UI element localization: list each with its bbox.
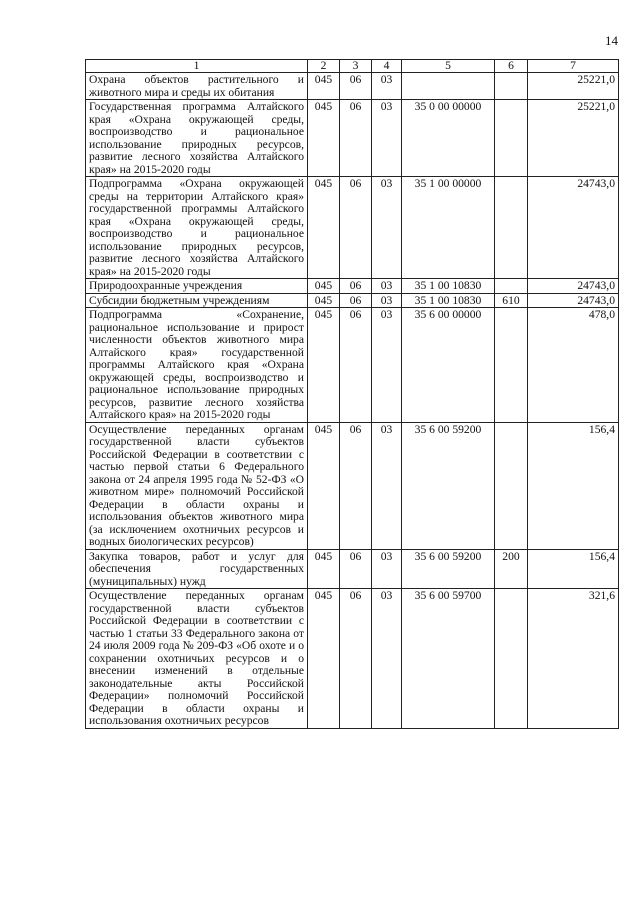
section-code: 06 xyxy=(340,589,372,729)
expense-type-code xyxy=(495,422,528,549)
ministry-code: 045 xyxy=(308,73,340,100)
row-name: Субсидии бюджетным учреждениям xyxy=(86,293,308,308)
subsection-code: 03 xyxy=(372,100,402,177)
amount: 478,0 xyxy=(528,308,619,423)
column-header: 2 xyxy=(308,60,340,73)
target-article-code: 35 1 00 10830 xyxy=(402,293,495,308)
table-row xyxy=(86,308,619,423)
row-name: Осуществление переданных органам государственной власти субъектов Российской Федерации в соответствии с частью 1 статьи 33 Федерального закона от 24 июля 2009 года № 209-ФЗ «Об охоте и о сохранении охотничьих ресурсов и о внесении изменений в отдельные законодательные акты Российской Федерации» полномочий Российской Федерации в области охраны и использования охотничьих ресурсов xyxy=(86,589,308,729)
table-row xyxy=(86,177,619,279)
target-article-code: 35 6 00 59200 xyxy=(402,422,495,549)
table-row xyxy=(86,293,619,308)
ministry-code: 045 xyxy=(308,177,340,279)
column-header: 4 xyxy=(372,60,402,73)
amount: 156,4 xyxy=(528,422,619,549)
ministry-code: 045 xyxy=(308,589,340,729)
row-name: Закупка товаров, работ и услуг для обеспечения государственных (муниципальных) нужд xyxy=(86,549,308,589)
target-article-code: 35 1 00 10830 xyxy=(402,279,495,294)
section-code: 06 xyxy=(340,177,372,279)
amount: 24743,0 xyxy=(528,293,619,308)
subsection-code: 03 xyxy=(372,177,402,279)
row-name: Охрана объектов растительного и животного мира и среды их обитания xyxy=(86,73,308,100)
table-row xyxy=(86,589,619,729)
section-code: 06 xyxy=(340,279,372,294)
table-row xyxy=(86,422,619,549)
table-row xyxy=(86,100,619,177)
subsection-code: 03 xyxy=(372,308,402,423)
amount: 321,6 xyxy=(528,589,619,729)
row-name: Осуществление переданных органам государственной власти субъектов Российской Федерации в соответствии с частью первой статьи 6 Федерального закона от 24 апреля 1995 года № 52-ФЗ «О животном мире» полномочий Российской Федерации в области охраны и использования объектов животного мира (за исключением охотничьих ресурсов и водных биологических ресурсов) xyxy=(86,422,308,549)
amount: 156,4 xyxy=(528,549,619,589)
expense-type-code xyxy=(495,308,528,423)
section-code: 06 xyxy=(340,549,372,589)
expense-type-code: 610 xyxy=(495,293,528,308)
subsection-code: 03 xyxy=(372,549,402,589)
expense-type-code xyxy=(495,177,528,279)
ministry-code: 045 xyxy=(308,308,340,423)
subsection-code: 03 xyxy=(372,422,402,549)
column-header: 6 xyxy=(495,60,528,73)
amount: 24743,0 xyxy=(528,279,619,294)
expense-type-code xyxy=(495,100,528,177)
column-header: 7 xyxy=(528,60,619,73)
table-header-row xyxy=(86,60,619,73)
target-article-code: 35 6 00 59700 xyxy=(402,589,495,729)
ministry-code: 045 xyxy=(308,293,340,308)
subsection-code: 03 xyxy=(372,73,402,100)
section-code: 06 xyxy=(340,293,372,308)
section-code: 06 xyxy=(340,308,372,423)
section-code: 06 xyxy=(340,422,372,549)
ministry-code: 045 xyxy=(308,100,340,177)
ministry-code: 045 xyxy=(308,422,340,549)
target-article-code: 35 6 00 59200 xyxy=(402,549,495,589)
section-code: 06 xyxy=(340,73,372,100)
target-article-code: 35 0 00 00000 xyxy=(402,100,495,177)
column-header: 5 xyxy=(402,60,495,73)
expense-type-code: 200 xyxy=(495,549,528,589)
table-row xyxy=(86,549,619,589)
subsection-code: 03 xyxy=(372,293,402,308)
amount: 24743,0 xyxy=(528,177,619,279)
expense-type-code xyxy=(495,279,528,294)
expense-type-code xyxy=(495,73,528,100)
ministry-code: 045 xyxy=(308,279,340,294)
table-row xyxy=(86,279,619,294)
row-name: Подпрограмма «Сохранение, рациональное использование и прирост численности объектов животного мира Алтайского края» государственной программы Алтайского края «Охрана окружающей среды, воспроизводство и рациональное использование природных ресурсов, развитие лесного хозяйства Алтайского края» на 2015-2020 годы xyxy=(86,308,308,423)
row-name: Природоохранные учреждения xyxy=(86,279,308,294)
amount: 25221,0 xyxy=(528,73,619,100)
amount: 25221,0 xyxy=(528,100,619,177)
column-header: 1 xyxy=(86,60,308,73)
column-header: 3 xyxy=(340,60,372,73)
expense-type-code xyxy=(495,589,528,729)
page-number: 14 xyxy=(605,33,618,48)
target-article-code xyxy=(402,73,495,100)
section-code: 06 xyxy=(340,100,372,177)
target-article-code: 35 6 00 00000 xyxy=(402,308,495,423)
subsection-code: 03 xyxy=(372,279,402,294)
subsection-code: 03 xyxy=(372,589,402,729)
table-row xyxy=(86,73,619,100)
ministry-code: 045 xyxy=(308,549,340,589)
row-name: Подпрограмма «Охрана окружающей среды на территории Алтайского края» государственной программы Алтайского края «Охрана окружающей среды, воспроизводство и рациональное использование природных ресурсов, развитие лесного хозяйства Алтайского края» на 2015-2020 годы xyxy=(86,177,308,279)
row-name: Государственная программа Алтайского края «Охрана окружающей среды, воспроизводство и рациональное использование природных ресурсов, развитие лесного хозяйства Алтайского края» на 2015-2020 годы xyxy=(86,100,308,177)
target-article-code: 35 1 00 00000 xyxy=(402,177,495,279)
budget-table xyxy=(85,59,619,729)
